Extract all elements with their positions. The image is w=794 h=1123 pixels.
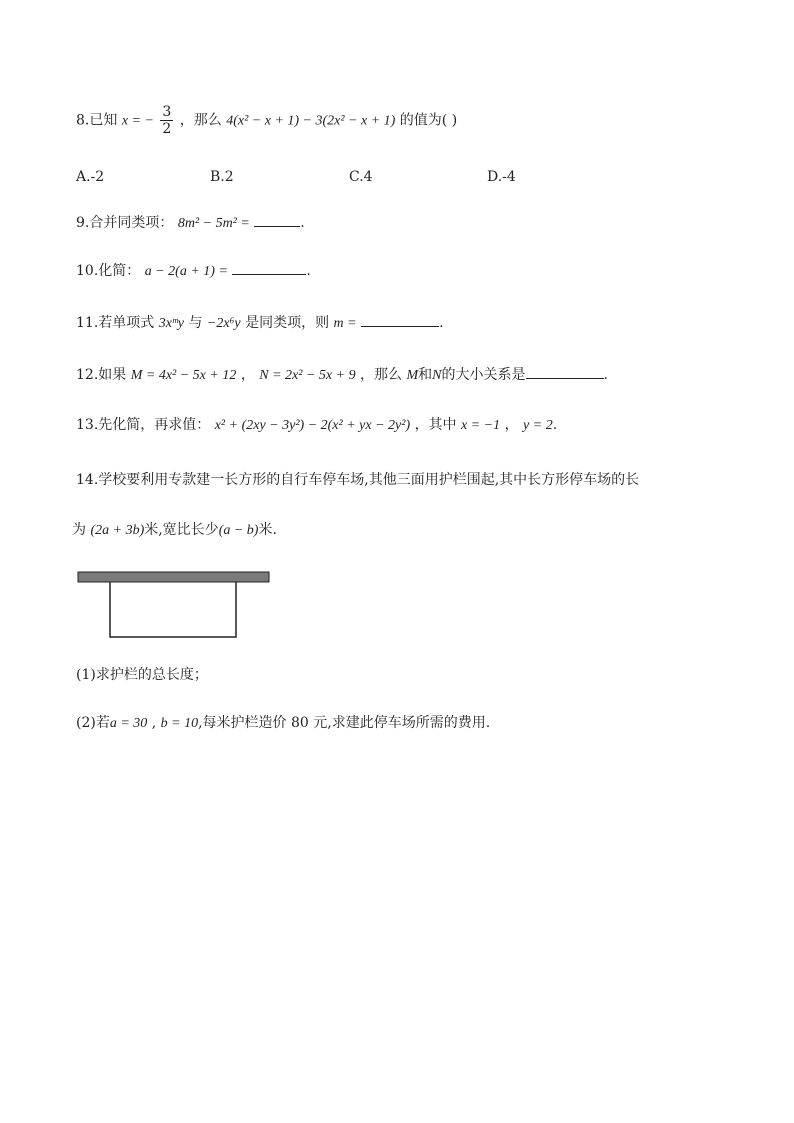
q8-mid: ，那么	[179, 112, 222, 129]
sub2-a-value: a = 30	[109, 716, 148, 731]
q11-monomial-2: −2x⁶y	[206, 316, 241, 331]
q8-fraction-denominator: 2	[162, 121, 172, 137]
q12-suffix: .	[603, 367, 608, 383]
option-b: B.2	[210, 169, 234, 185]
option-c: C.4	[349, 169, 373, 185]
q12-var-m: M	[406, 368, 419, 383]
q10-suffix: .	[306, 263, 311, 279]
q11-mid1: 与	[188, 315, 203, 331]
q12-prefix: 12.如果	[76, 367, 127, 383]
q8-prefix: 8.已知	[76, 112, 118, 129]
sub2-prefix: (2)若	[76, 715, 110, 731]
option-a: A.-2	[76, 169, 105, 185]
q13-condition-x: x = −1	[461, 418, 501, 433]
question-14-line-1: 14.学校要利用专款建一长方形的自行车停车场,其他三面用护栏围起,其中长方形停车场的长	[76, 472, 640, 488]
q11-m-expr: m =	[333, 316, 357, 331]
q12-m-definition: M = 4x² − 5x + 12	[130, 368, 237, 383]
q13-condition-y: y = 2	[523, 418, 553, 433]
q8-expression: 4(x² − x + 1) − 3(2x² − x + 1)	[226, 113, 396, 129]
q9-prefix: 9.合并同类项：	[76, 215, 174, 231]
q13-prefix: 13.先化简，再求值：	[76, 417, 211, 433]
q13-expression: x² + (2xy − 3y²) − 2(x² + yx − 2y²)	[214, 418, 411, 433]
sub-question-1: (1)求护栏的总长度；	[76, 667, 208, 683]
q10-prefix: 10.化简：	[76, 263, 141, 279]
q12-and: 和	[418, 367, 433, 383]
sub2-separator: ,	[147, 715, 161, 731]
q11-mid2: 是同类项，则	[245, 315, 330, 331]
q12-separator: ，	[240, 367, 255, 383]
q13-suffix: .	[552, 417, 558, 433]
fence-outline	[110, 582, 236, 637]
q14-width-diff-expr: (a − b)	[218, 523, 259, 538]
q13-separator: ，	[504, 417, 519, 433]
q12-mid: ，那么	[360, 367, 403, 383]
sub2-b-value: b = 10	[160, 716, 199, 731]
q11-monomial-1: 3xᵐy	[158, 316, 184, 331]
q12-suffix-text: 的大小关系是	[441, 367, 526, 383]
q11-suffix: .	[439, 315, 444, 331]
q8-suffix: 的值为( )	[399, 112, 458, 129]
wall-bar	[78, 572, 269, 582]
q10-expression: a − 2(a + 1) =	[144, 264, 228, 279]
q12-var-n: N	[432, 368, 442, 383]
q12-n-definition: N = 2x² − 5x + 9	[259, 368, 356, 383]
q14-mid: 米,宽比长少	[144, 522, 219, 538]
q13-mid: ，其中	[414, 417, 457, 433]
option-d: D.-4	[487, 169, 516, 185]
q14-line2-prefix: 为	[72, 522, 86, 538]
q11-prefix: 11.若单项式	[76, 315, 155, 331]
q14-suffix: 米.	[258, 522, 277, 538]
q9-suffix: .	[300, 215, 305, 231]
q8-x-expr: x = −	[121, 113, 154, 129]
q8-fraction-numerator: 3	[162, 104, 172, 120]
q14-length-expr: (2a + 3b)	[90, 523, 145, 538]
sub2-suffix: ,每米护栏造价 80 元,求建此停车场所需的费用.	[198, 715, 491, 731]
sub-question-2	[76, 713, 490, 734]
q9-expression: 8m² − 5m² =	[177, 216, 250, 231]
